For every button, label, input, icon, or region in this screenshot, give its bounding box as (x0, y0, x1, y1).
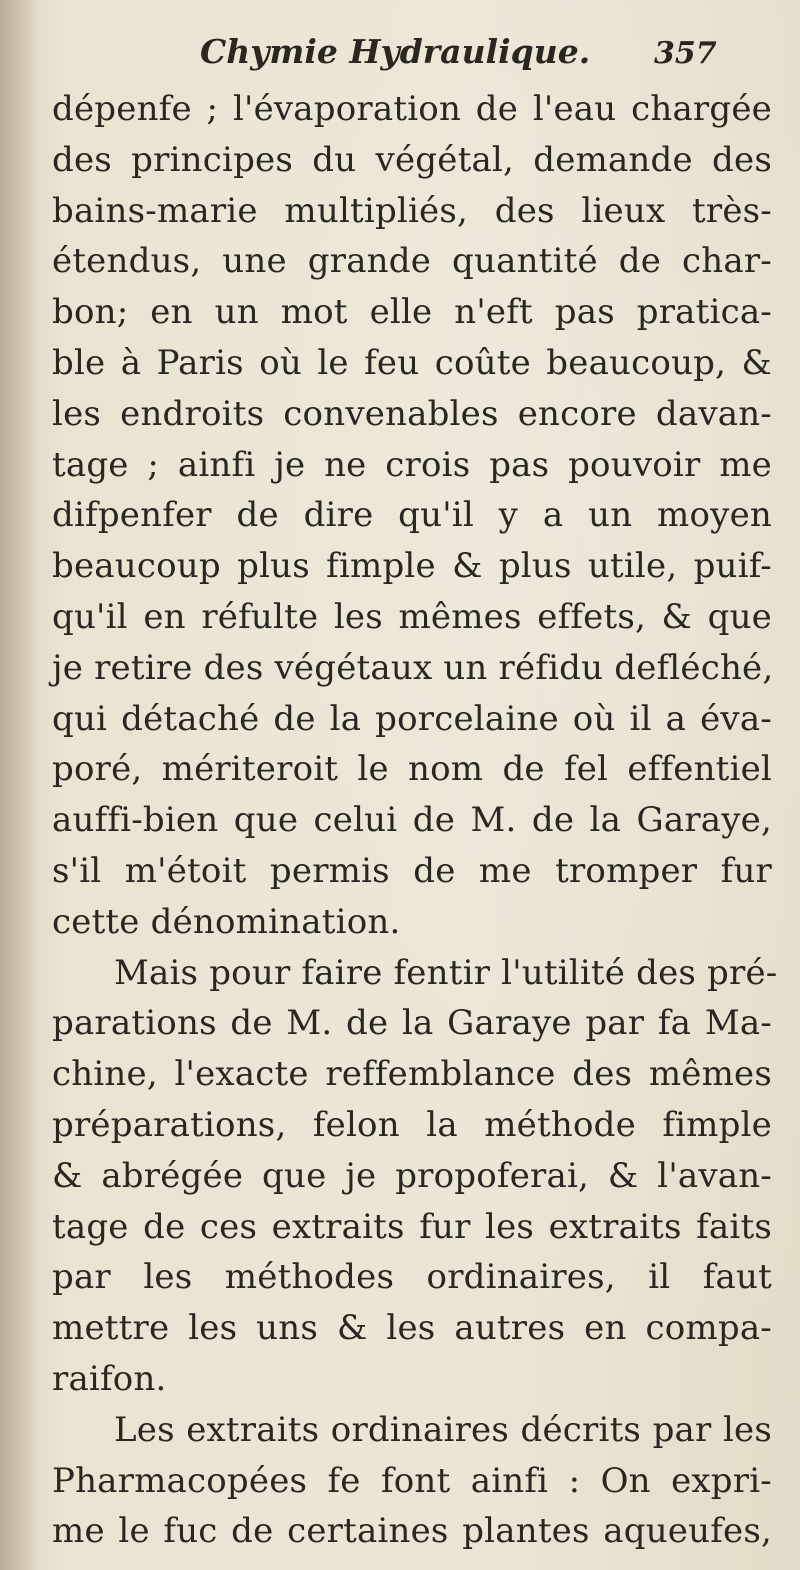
text-line: mettre les uns & les autres en compa- (52, 1308, 772, 1349)
text-line: Les extraits ordinaires décrits par les (114, 1409, 772, 1450)
text-line: tage ; ainfi je ne crois pas pouvoir me (52, 444, 772, 485)
text-line: tage de ces extraits fur les extraits faits (52, 1206, 772, 1247)
text-line: les endroits convenables encore davan- (52, 393, 772, 434)
text-line: par les méthodes ordinaires, il faut (52, 1257, 772, 1298)
text-line: raifon. (52, 1358, 167, 1399)
text-line: Pharmacopées fe font ainfi : On expri- (52, 1460, 772, 1501)
text-line: qu'il en réfulte les mêmes effets, & que (52, 596, 772, 637)
gutter-shadow (0, 0, 40, 1570)
text-line: des principes du végétal, demande des (52, 139, 772, 180)
body-text (52, 84, 778, 1557)
text-line: chine, l'exacte reffemblance des mêmes (52, 1054, 772, 1095)
text-line: je retire des végétaux un réfidu defléché, (52, 647, 774, 688)
text-line: auffi-bien que celui de M. de la Garaye, (52, 800, 772, 841)
text-line: bains-marie multipliés, des lieux très- (52, 190, 772, 231)
text-line: Mais pour faire fentir l'utilité des pré- (114, 952, 778, 993)
text-line: dépenfe ; l'évaporation de l'eau chargée (52, 89, 772, 129)
text-line: s'il m'étoit permis de me tromper fur (52, 850, 772, 891)
text-line: préparations, felon la méthode fimple (52, 1104, 772, 1145)
running-head: Chymie Hydraulique. (200, 32, 591, 71)
text-line: étendus, une grande quantité de char- (52, 241, 772, 282)
text-line: qui détaché de la porcelaine où il a éva- (52, 698, 772, 739)
text-line: me le fuc de certaines plantes aqueufes, (52, 1511, 772, 1552)
text-line: parations de M. de la Garaye par fa Ma- (52, 1003, 772, 1044)
page-header (0, 32, 800, 82)
page-number: 357 (654, 36, 717, 71)
text-line: difpenfer de dire qu'il y a un moyen (52, 495, 772, 536)
text-line: ble à Paris où le feu coûte beaucoup, & (52, 342, 772, 383)
text-line: poré, mériteroit le nom de fel effentiel (52, 749, 772, 790)
text-line: bon; en un mot elle n'eft pas pratica- (52, 292, 772, 333)
text-line: beaucoup plus fimple & plus utile, puif- (52, 546, 772, 587)
text-line: cette dénomination. (52, 901, 401, 942)
text-line: & abrégée que je propoferai, & l'avan- (52, 1155, 772, 1196)
